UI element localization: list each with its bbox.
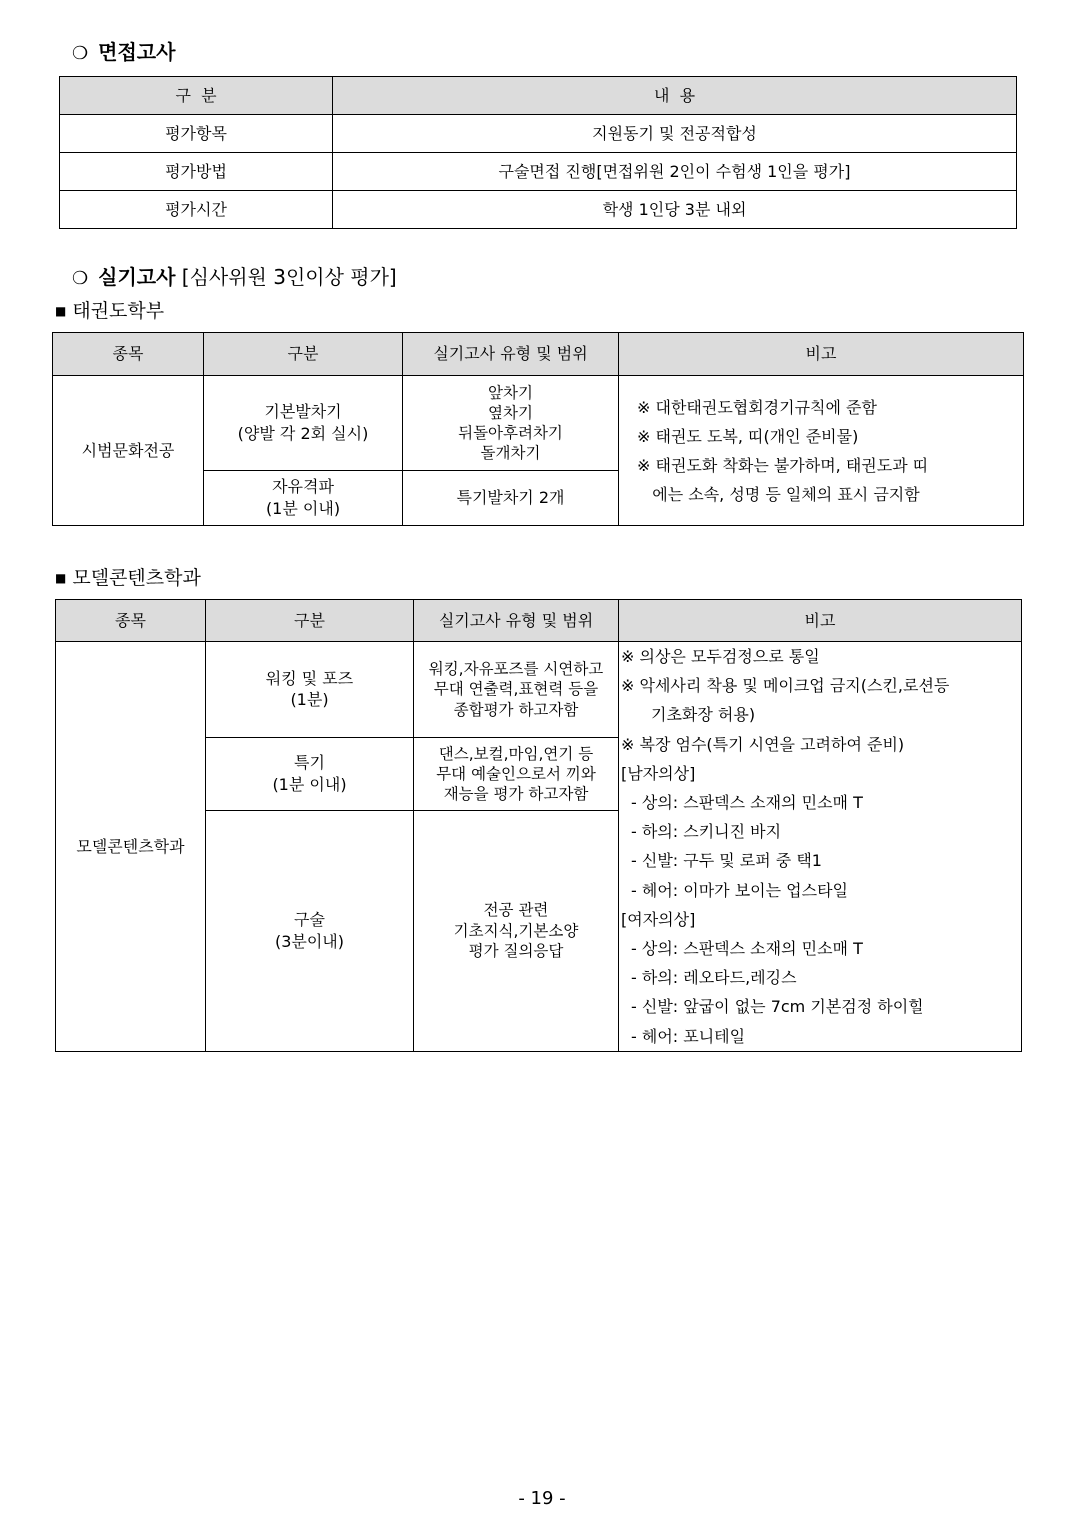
category-line: (1분) [290,690,329,710]
category-line: 구술 [294,910,325,930]
note-line: ※ 태권도화 착화는 불가하며, 태권도과 띠 [637,455,929,475]
scope-line: 종합평가 하고자함 [453,700,579,719]
category-line: (1분 이내) [265,499,341,518]
category-cell [206,642,414,738]
event-cell: 시범문화전공 [53,376,204,526]
scope-line: 전공 관련 [483,901,549,920]
header-notes: 비고 [619,600,1022,642]
header-event: 종목 [53,333,204,376]
header-scope: 실기고사 유형 및 범위 [403,333,619,376]
scope-line: 앞차기 [488,383,533,402]
note-line: - 하의: 레오타드,레깅스 [631,968,797,988]
interview-title: 면접고사 [98,40,176,64]
table-row [53,376,1024,471]
category-line: 워킹 및 포즈 [265,668,354,688]
scope-cell [414,810,619,1051]
row-label: 평가방법 [60,153,333,191]
header-category: 구분 [204,333,403,376]
square-bullet-icon: ■ [55,304,67,318]
note-line: 에는 소속, 성명 등 일체의 표시 금지함 [637,484,920,504]
note-line: - 신발: 구두 및 로퍼 중 택1 [631,851,822,871]
table-row [60,153,1017,191]
note-line: ※ 악세사리 착용 및 메이크업 금지(스킨,로션등 [621,676,950,696]
scope-line: 옆차기 [488,403,533,422]
taekwondo-heading [55,296,164,323]
square-bullet-icon: ■ [55,571,67,585]
category-cell [206,737,414,810]
note-line: - 헤어: 이마가 보이는 업스타일 [631,880,848,900]
interview-table [59,76,1017,229]
header-category: 구분 [206,600,414,642]
category-line: (양발 각 2회 실시) [237,424,369,443]
row-value: 학생 1인당 3분 내외 [333,191,1017,229]
table-header-row [53,333,1024,376]
table-header-row [56,600,1022,642]
practical-title: 실기고사 [98,265,176,289]
table-row [60,115,1017,153]
scope-line: 댄스,보컬,마임,연기 등 [438,744,594,763]
scope-line: 무대 예술인으로서 끼와 [436,764,596,783]
header-content: 내 용 [333,77,1017,115]
category-cell [204,376,403,471]
scope-line: 평가 질의응답 [468,941,564,960]
scope-line: 재능을 평가 하고자함 [443,784,589,803]
note-line: [남자의상] [621,763,696,783]
note-line: - 상의: 스판덱스 소재의 민소매 T [631,793,863,813]
header-event: 종목 [56,600,206,642]
category-cell [206,810,414,1051]
header-scope: 실기고사 유형 및 범위 [414,600,619,642]
scope-line: 돌개차기 [480,444,541,463]
practical-subtitle: [심사위원 3인이상 평가] [181,265,397,289]
category-line: (1분 이내) [272,774,347,794]
note-line: ※ 복장 엄수(특기 시연을 고려하여 준비) [621,734,905,754]
table-row [60,191,1017,229]
category-line: 자유격파 [272,477,334,497]
note-line: [여자의상] [621,909,696,929]
category-cell [204,471,403,526]
category-line: 특기 [294,753,325,773]
model-table [55,599,1022,1052]
taekwondo-table [52,332,1024,526]
note-line: - 상의: 스판덱스 소재의 민소매 T [631,939,863,959]
row-label: 평가시간 [60,191,333,229]
circle-marker-icon: ❍ [72,268,89,289]
circle-marker-icon: ❍ [72,43,89,64]
note-line: ※ 대한태권도협회경기규칙에 준함 [637,397,877,417]
note-line: - 신발: 앞굽이 없는 7cm 기본검정 하이힐 [631,997,924,1017]
page-number: - 19 - [518,1488,566,1509]
notes-cell [619,376,1024,526]
row-value: 지원동기 및 전공적합성 [333,115,1017,153]
scope-line: 뒤돌아후려차기 [458,424,563,442]
practical-section-title [72,261,397,290]
scope-cell [414,737,619,810]
header-category: 구 분 [60,77,333,115]
note-line: ※ 의상은 모두검정으로 통일 [621,647,820,666]
note-line: - 헤어: 포니테일 [631,1026,746,1046]
category-line: 기본발차기 [264,402,342,422]
scope-line: 기초지식,기본소양 [453,921,579,940]
scope-cell [403,376,619,471]
taekwondo-title: 태권도학부 [72,300,165,322]
notes-cell [619,642,1022,1052]
note-line: ※ 태권도 도복, 띠(개인 준비물) [637,426,859,446]
category-line: (3분이내) [274,931,345,951]
note-line: 기초화장 허용) [651,705,756,725]
event-cell: 모델콘텐츠학과 [56,642,206,1052]
table-header-row [60,77,1017,115]
scope-cell [414,642,619,738]
model-title: 모델콘텐츠학과 [72,567,201,589]
scope-line: 무대 연출력,표현력 등을 [433,680,599,699]
row-label: 평가항목 [60,115,333,153]
header-notes: 비고 [619,333,1024,376]
table-row [56,642,1022,738]
scope-line: 워킹,자유포즈를 시연하고 [428,660,604,679]
scope-cell: 특기발차기 2개 [403,471,619,526]
row-value: 구술면접 진행[면접위원 2인이 수험생 1인을 평가] [333,153,1017,191]
model-heading [55,563,201,590]
interview-section-title [72,36,175,65]
note-line: - 하의: 스키니진 바지 [631,822,782,842]
